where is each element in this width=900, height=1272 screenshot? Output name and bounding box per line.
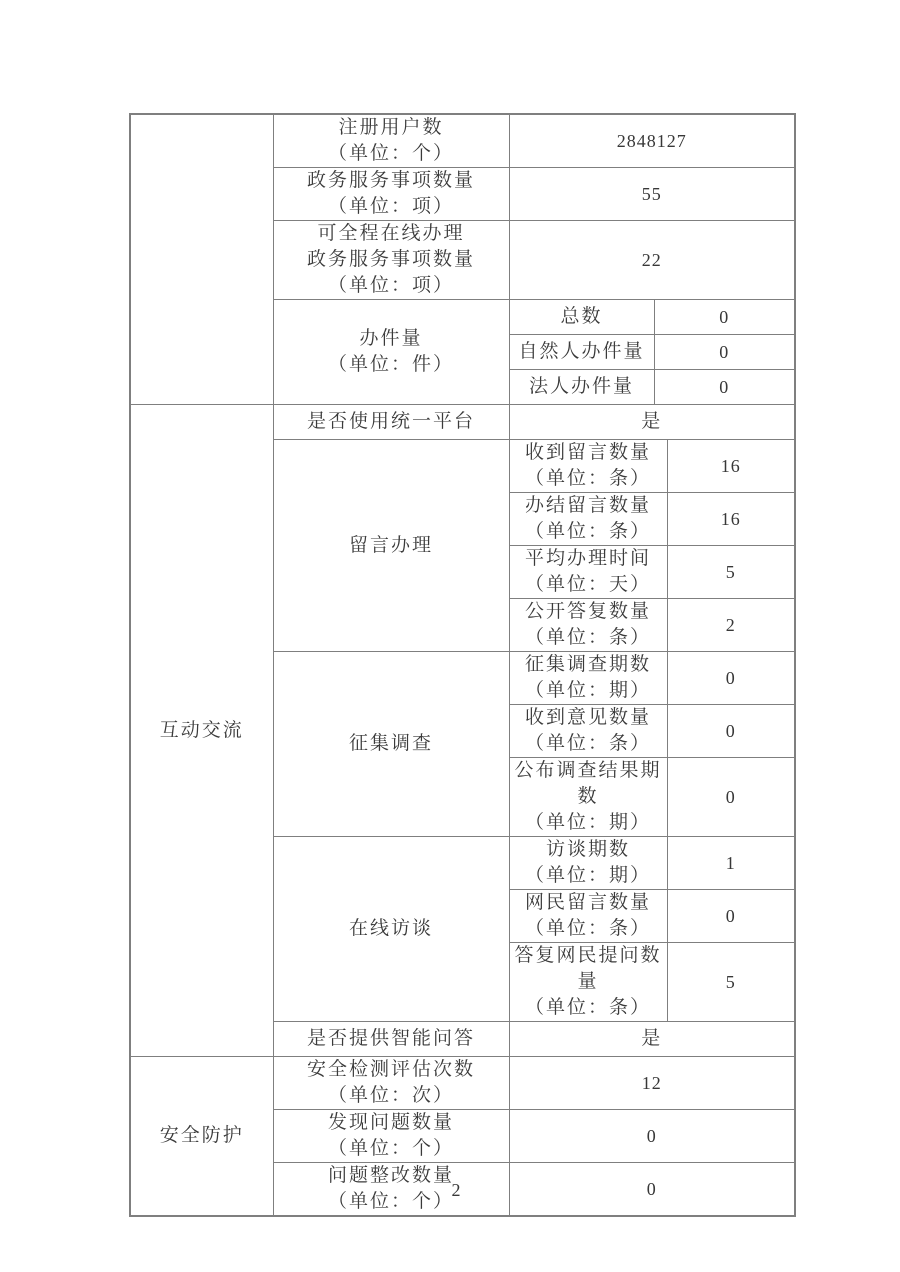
sub-value-survey-periods: 0 [667, 652, 795, 705]
label-text: 办件量 [359, 328, 423, 349]
label-text: 收到留言数量 [524, 442, 651, 463]
sub-value-legal-person: 0 [654, 370, 795, 405]
sub-label-legal-person [509, 370, 654, 405]
sub-label-questions-answered [509, 943, 667, 1022]
unit-text: （单位：个） [327, 1138, 454, 1159]
sub-label-survey-periods [509, 652, 667, 705]
sub-label-average-handling-time [509, 546, 667, 599]
label-text: 法人办件量 [528, 376, 634, 397]
sub-value-questions-answered: 5 [667, 943, 795, 1022]
unit-text: （单位：条） [524, 733, 651, 754]
row-label-unified-platform [273, 405, 509, 440]
unit-text: （单位：条） [524, 521, 651, 542]
label-text: 征集调查期数 [524, 654, 651, 675]
row-label-problems-found [273, 1110, 509, 1163]
unit-text: （单位：项） [327, 275, 454, 296]
label-text: 收到意见数量 [524, 707, 651, 728]
unit-text: （单位：项） [327, 196, 454, 217]
unit-text: （单位：次） [327, 1085, 454, 1106]
row-label-case-volume [273, 300, 509, 405]
sub-value-netizen-messages: 0 [667, 890, 795, 943]
unit-text: （单位：个） [327, 1191, 454, 1212]
label-text: 答复网民提问数量 [514, 945, 662, 992]
label-text: 发现问题数量 [327, 1112, 454, 1133]
sub-value-results-published: 0 [667, 758, 795, 837]
label-text: 公开答复数量 [524, 601, 651, 622]
row-label-security-assessments [273, 1057, 509, 1110]
unit-text: （单位：期） [524, 680, 651, 701]
sub-label-natural-person [509, 335, 654, 370]
label-text: 可全程在线办理 [317, 223, 465, 244]
row-value-problems-found: 0 [509, 1110, 795, 1163]
unit-text: （单位：天） [524, 574, 651, 595]
sub-value-opinions-received: 0 [667, 705, 795, 758]
page-number: 2 [451, 1180, 461, 1200]
label-text: 是否使用统一平台 [306, 411, 475, 432]
label-text: 访谈期数 [545, 839, 630, 860]
label-text: 公布调查结果期数 [514, 760, 662, 807]
category-cell-empty [130, 114, 273, 405]
label-text: 办结留言数量 [524, 495, 651, 516]
label-text: 问题整改数量 [327, 1165, 454, 1186]
sub-value-messages-received: 16 [667, 440, 795, 493]
sub-value-messages-resolved: 16 [667, 493, 795, 546]
row-label-online-service-items [273, 221, 509, 300]
unit-text: （单位：条） [524, 468, 651, 489]
row-value-registered-users: 2848127 [509, 114, 795, 168]
row-label-registered-users [273, 114, 509, 168]
row-value-unified-platform: 是 [509, 405, 795, 440]
sub-value-interview-periods: 1 [667, 837, 795, 890]
sub-label-messages-resolved [509, 493, 667, 546]
unit-text: （单位：条） [524, 627, 651, 648]
label-text: 自然人办件量 [518, 341, 645, 362]
label-text: 总数 [560, 306, 603, 327]
sub-value-average-handling-time: 5 [667, 546, 795, 599]
group-label-interview: 在线访谈 [273, 837, 509, 1022]
label-text-2: 政务服务事项数量 [306, 249, 475, 270]
group-label-message-handling: 留言办理 [273, 440, 509, 652]
sub-label-messages-received [509, 440, 667, 493]
category-cell-interaction: 互动交流 [130, 405, 273, 1057]
sub-label-interview-periods [509, 837, 667, 890]
unit-text: （单位：条） [524, 997, 651, 1018]
annual-report-table [129, 113, 796, 1217]
label-text: 平均办理时间 [524, 548, 651, 569]
row-label-smart-qa [273, 1022, 509, 1057]
row-label-service-items [273, 168, 509, 221]
category-cell-security: 安全防护 [130, 1057, 273, 1217]
unit-text: （单位：期） [524, 865, 651, 886]
unit-text: （单位：个） [327, 143, 454, 164]
row-value-smart-qa: 是 [509, 1022, 795, 1057]
sub-label-public-replies [509, 599, 667, 652]
row-value-problems-rectified: 0 [509, 1163, 795, 1217]
label-text: 注册用户数 [338, 117, 444, 138]
label-text: 政务服务事项数量 [306, 170, 475, 191]
label-text: 网民留言数量 [524, 892, 651, 913]
sub-label-total [509, 300, 654, 335]
label-text: 安全检测评估次数 [306, 1059, 475, 1080]
group-label-survey: 征集调查 [273, 652, 509, 837]
sub-label-opinions-received [509, 705, 667, 758]
sub-value-natural-person: 0 [654, 335, 795, 370]
row-value-security-assessments: 12 [509, 1057, 795, 1110]
sub-value-public-replies: 2 [667, 599, 795, 652]
row-value-service-items: 55 [509, 168, 795, 221]
sub-value-total: 0 [654, 300, 795, 335]
row-value-online-service-items: 22 [509, 221, 795, 300]
sub-label-results-published [509, 758, 667, 837]
label-text: 是否提供智能问答 [306, 1028, 475, 1049]
unit-text: （单位：期） [524, 812, 651, 833]
sub-label-netizen-messages [509, 890, 667, 943]
unit-text: （单位：件） [327, 354, 454, 375]
unit-text: （单位：条） [524, 918, 651, 939]
